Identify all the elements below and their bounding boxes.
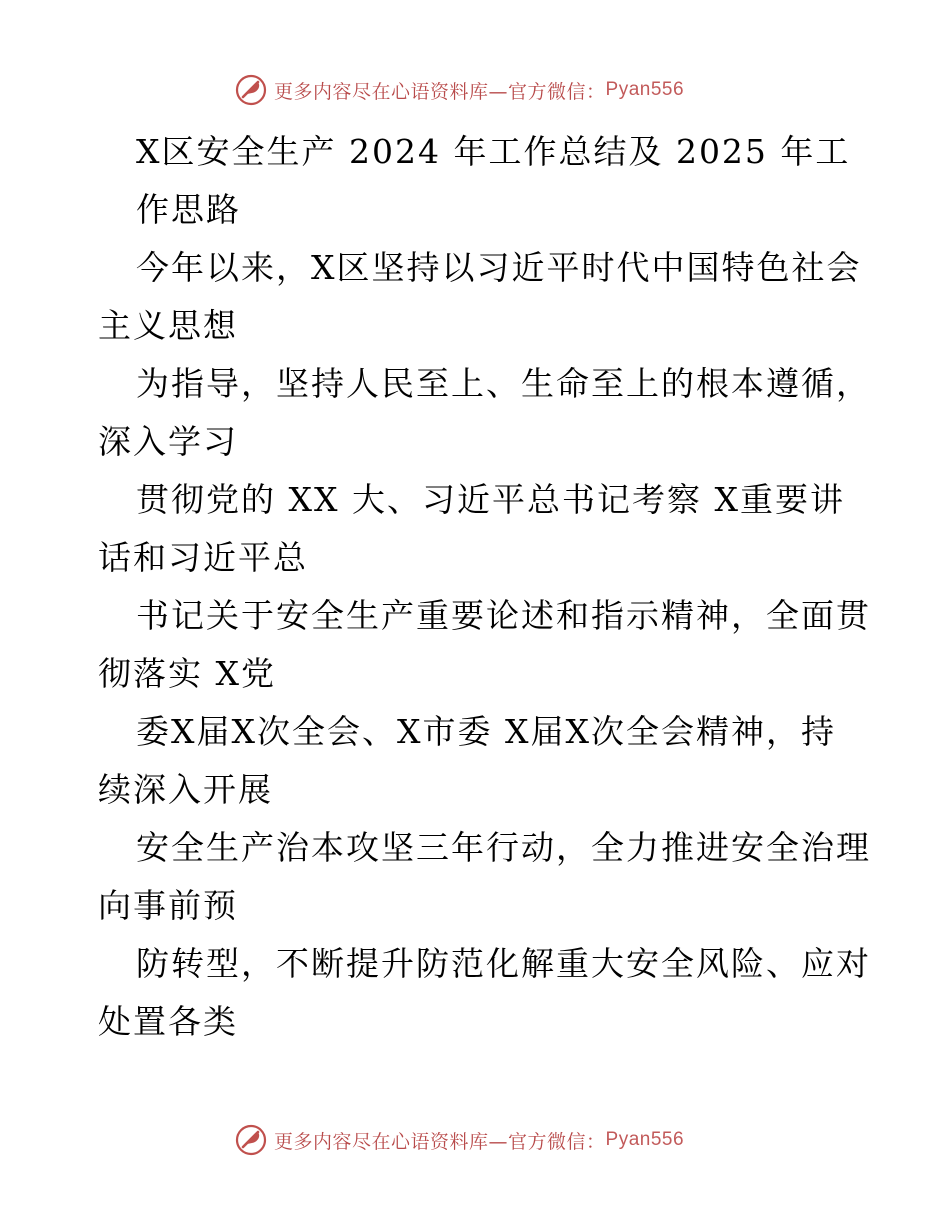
paragraph-line: 续深入开展 xyxy=(98,770,273,809)
paragraph-line: 话和习近平总 xyxy=(98,538,308,577)
watermark-wechat-id: Pyan556 xyxy=(605,1129,685,1150)
paragraph-line: 今年以来，X区坚持以习近平时代中国特色社会 xyxy=(136,248,862,287)
title-line-1: X区安全生产 2024 年工作总结及 2025 年工 xyxy=(136,132,851,171)
paragraph-line: 处置各类 xyxy=(98,1002,238,1041)
paragraph-line: 防转型，不断提升防范化解重大安全风险、应对 xyxy=(136,944,871,983)
paragraph-line: 主义思想 xyxy=(98,306,238,345)
watermark-wechat-id: Pyan556 xyxy=(605,79,685,100)
document-body xyxy=(98,123,871,1051)
paragraph-line: 安全生产治本攻坚三年行动，全力推进安全治理 xyxy=(136,828,871,867)
header-watermark xyxy=(234,72,684,108)
paragraph-line: 向事前预 xyxy=(98,886,238,925)
watermark-text: 更多内容尽在心语资料库—官方微信： xyxy=(274,80,606,103)
paragraph-line: 深入学习 xyxy=(98,422,238,461)
paragraph-line: 委X届X次全会、X市委 X届X次全会精神，持 xyxy=(136,712,836,751)
quill-logo-icon xyxy=(234,73,268,107)
paragraph-line: 书记关于安全生产重要论述和指示精神，全面贯 xyxy=(136,596,871,635)
quill-logo-icon xyxy=(234,1123,268,1157)
paragraph-line: 贯彻党的 XX 大、习近平总书记考察 X重要讲 xyxy=(136,480,845,519)
paragraph-line: 为指导，坚持人民至上、生命至上的根本遵循， xyxy=(136,364,871,403)
paragraph-line: 彻落实 X党 xyxy=(98,654,276,693)
watermark-text: 更多内容尽在心语资料库—官方微信： xyxy=(274,1130,606,1153)
title-line-2: 作思路 xyxy=(136,190,241,229)
footer-watermark xyxy=(234,1122,684,1158)
